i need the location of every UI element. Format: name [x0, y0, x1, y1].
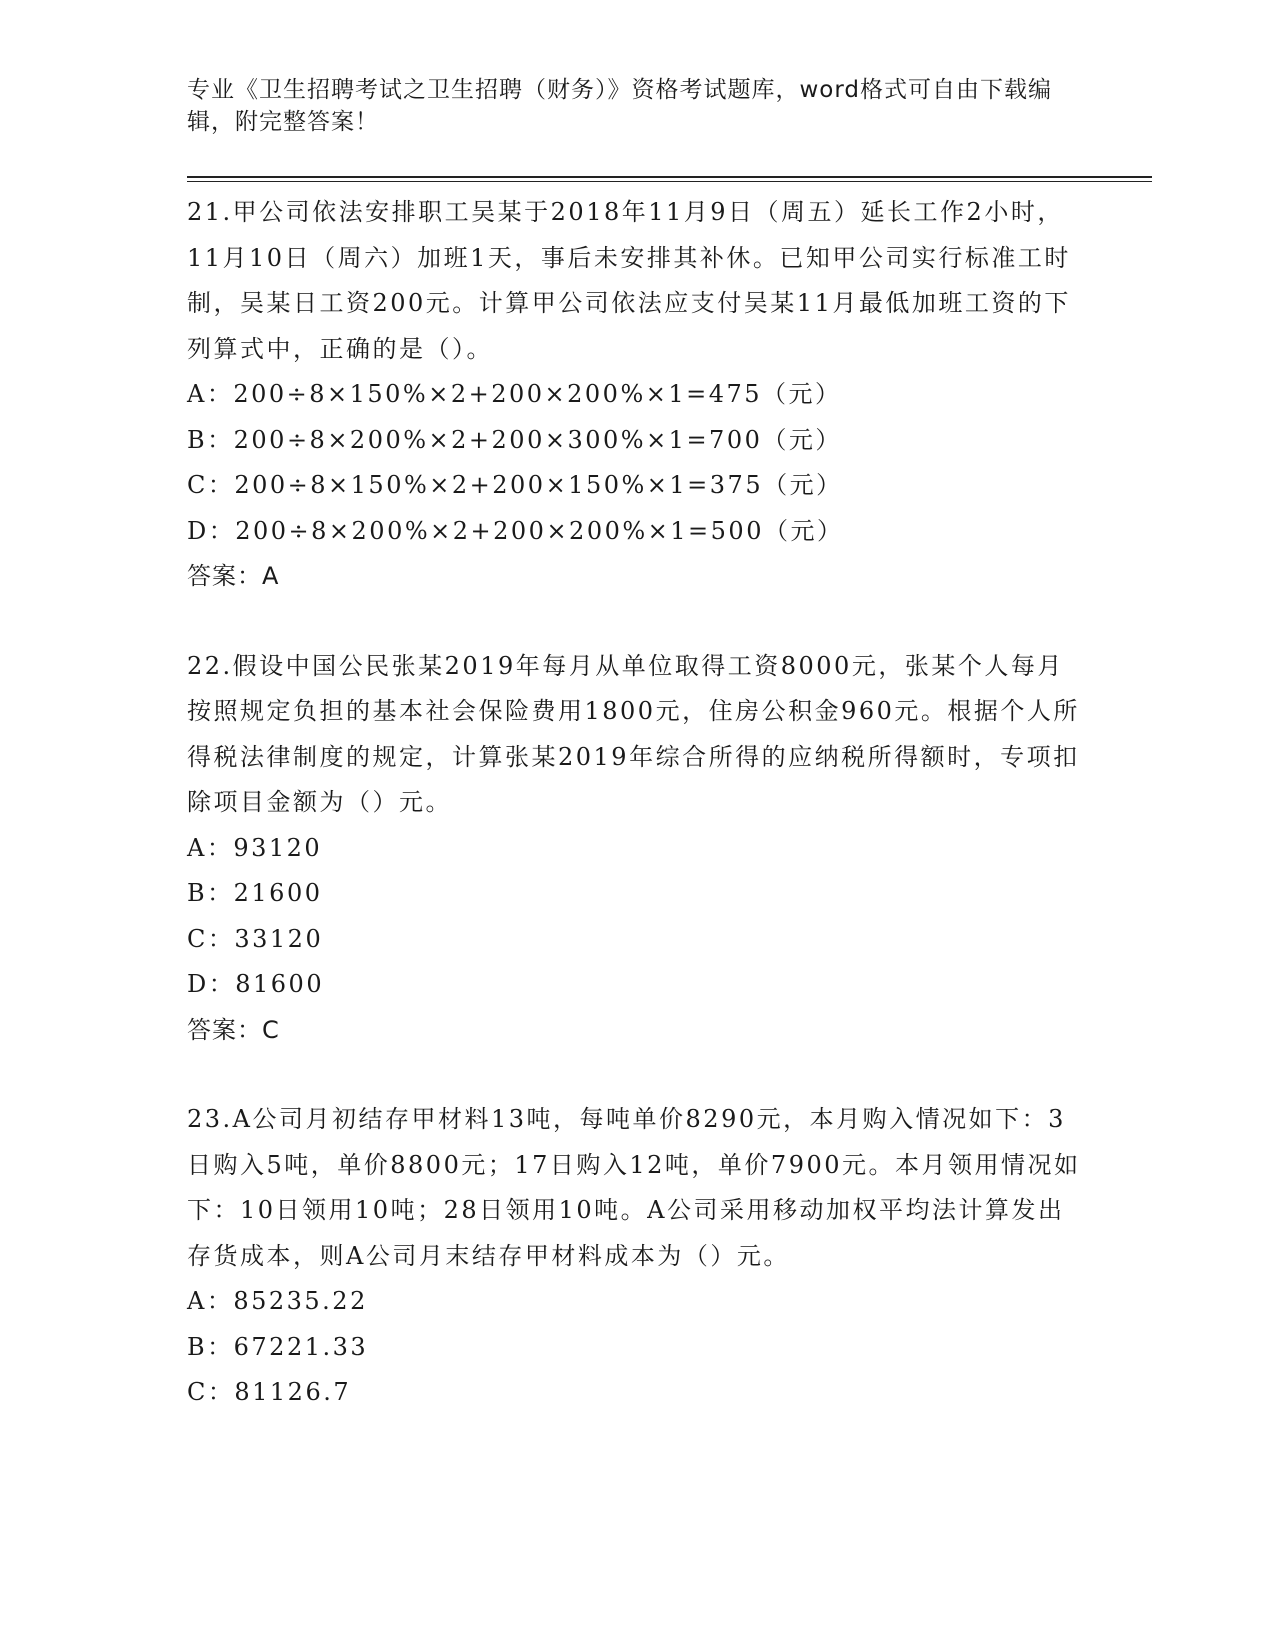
option-b: B：200÷8×200%×2+200×300%×1=700（元）: [187, 425, 842, 454]
header-divider-thick: [187, 176, 1152, 178]
answer-line: 答案：A: [187, 562, 280, 590]
question-list: [187, 190, 1087, 1416]
option-c: C：81126.7: [187, 1378, 352, 1406]
question-stem: 21.甲公司依法安排职工吴某于2018年11月9日（周五）延长工作2小时，11月10日（周六）加班1天，事后未安排其补休。已知甲公司实行标准工时制，吴某日工资200元。计算甲公司依法应支付吴某11月最低加班工资的下列算式中，正确的是（）。: [187, 198, 1071, 363]
option-a: A：85235.22: [187, 1287, 368, 1315]
question-stem: 23.A公司月初结存甲材料13吨，每吨单价8290元，本月购入情况如下：3日购入5吨，单价8800元；17日购入12吨，单价7900元。本月领用情况如下：10日领用10吨；28日领用10吨。A公司采用移动加权平均法计算发出存货成本，则A公司月末结存甲材料成本为（）元。: [187, 1105, 1081, 1270]
option-d: D：200÷8×200%×2+200×200%×1=500（元）: [187, 516, 844, 545]
option-b: B：67221.33: [187, 1332, 369, 1361]
option-c: C：200÷8×150%×2+200×150%×1=375（元）: [187, 471, 843, 499]
answer-line: 答案：C: [187, 1015, 280, 1044]
question-spacer: [187, 600, 1087, 644]
option-a: A：93120: [187, 833, 323, 862]
question-22: [187, 644, 1087, 1054]
question-spacer: [187, 1053, 1087, 1097]
question-23: [187, 1097, 1087, 1416]
option-c: C：33120: [187, 924, 324, 953]
header-divider-thin: [187, 181, 1152, 182]
question-21: [187, 190, 1087, 600]
document-header-intro: 专业《卫生招聘考试之卫生招聘（财务）》资格考试题库，word格式可自由下载编辑，附完整答案！: [187, 77, 1053, 135]
option-b: B：21600: [187, 879, 323, 907]
option-a: A：200÷8×150%×2+200×200%×1=475（元）: [187, 380, 842, 408]
question-stem: 22.假设中国公民张某2019年每月从单位取得工资8000元，张某个人每月按照规定负担的基本社会保险费用1800元，住房公积金960元。根据个人所得税法律制度的规定，计算张某2019年综合所得的应纳税所得额时，专项扣除项目金额为（）元。: [187, 651, 1080, 816]
option-d: D：81600: [187, 970, 325, 998]
